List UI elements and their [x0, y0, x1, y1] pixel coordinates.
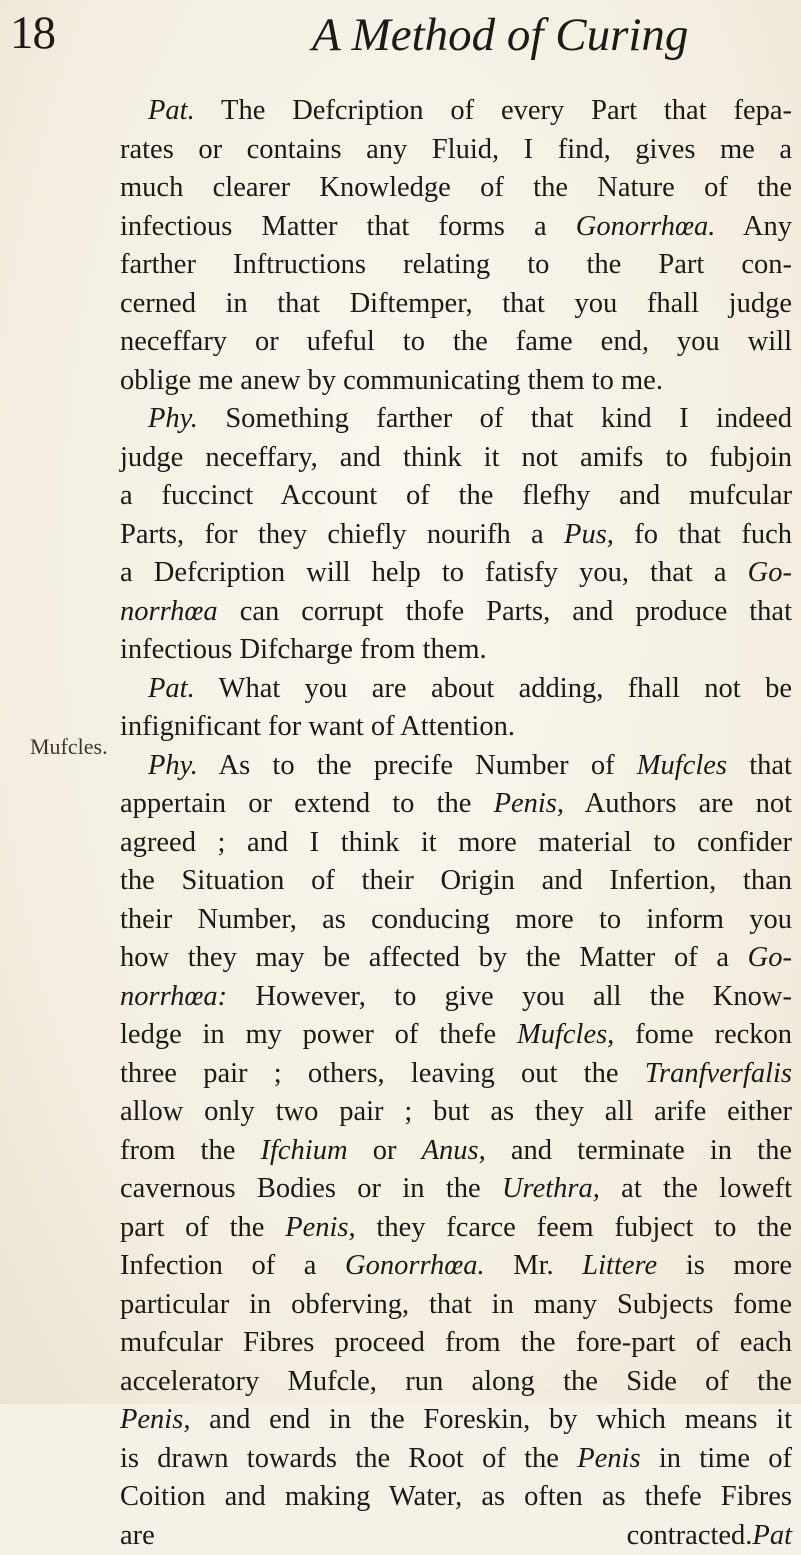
text-run: is drawn towards the Root of the — [120, 1443, 577, 1474]
italic-text: Gonorrhœa. — [576, 211, 716, 242]
text-run: three pair ; others, leaving out the — [120, 1058, 645, 1089]
text-line — [120, 862, 792, 901]
text-run: a Defcription will help to fatisfy you, that a — [120, 557, 748, 588]
italic-text: Penis, — [285, 1212, 355, 1243]
text-run: fome reckon — [614, 1019, 792, 1050]
text-line — [120, 1132, 792, 1171]
text-run: However, to give you all the Know- — [227, 981, 792, 1012]
text-run: and end in the Foreskin, by which means it — [190, 1404, 792, 1435]
running-title: A Method of Curing — [312, 12, 688, 59]
text-line — [120, 824, 792, 863]
text-run: oblige me anew by communicating them to me. — [120, 365, 663, 396]
text-line — [120, 169, 792, 208]
text-run: cavernous Bodies or in the — [120, 1173, 502, 1204]
text-run: Any — [715, 211, 792, 242]
text-run: and terminate in the — [486, 1135, 792, 1166]
text-line — [120, 670, 792, 709]
text-line — [120, 1209, 792, 1248]
italic-text: Littere — [582, 1250, 657, 1281]
text-line — [120, 1286, 792, 1325]
text-line — [120, 1401, 792, 1440]
italic-text: Mufcles — [637, 750, 727, 781]
text-line — [120, 631, 792, 670]
text-run: Authors are not — [564, 788, 792, 819]
text-line — [120, 1440, 792, 1479]
italic-text: Anus, — [422, 1135, 486, 1166]
text-run: that — [727, 750, 792, 781]
text-run: farther Inftructions relating to the Part con- — [120, 249, 792, 280]
text-run: The Defcription of every Part that fepa- — [195, 95, 792, 126]
text-line — [120, 246, 792, 285]
text-run: neceffary or ufeful to the fame end, you will — [120, 326, 792, 357]
italic-text: Penis, — [120, 1404, 190, 1435]
text-run: rates or contains any Fluid, I find, gives me a — [120, 134, 792, 165]
italic-text: Phy. — [148, 750, 198, 781]
text-line — [120, 747, 792, 786]
running-head — [0, 0, 801, 100]
text-line — [120, 516, 792, 555]
text-run: can corrupt thofe Parts, and produce that — [218, 596, 792, 627]
text-run: mufcular Fibres proceed from the fore-part of each — [120, 1327, 792, 1358]
text-line — [120, 1055, 792, 1094]
text-run: in time of — [641, 1443, 792, 1474]
text-run: their Number, as conducing more to inform you — [120, 904, 792, 935]
text-run: agreed ; and I think it more material to confider — [120, 827, 792, 858]
text-line — [120, 1324, 792, 1363]
text-line — [120, 978, 792, 1017]
body-text — [120, 92, 792, 1555]
text-run: infectious Matter that forms a — [120, 211, 576, 242]
text-run: cerned in that Diftemper, that you fhall judge — [120, 288, 792, 319]
text-line — [120, 92, 792, 131]
italic-text: Gonorrhœa. — [345, 1250, 485, 1281]
text-run: infectious Difcharge from them. — [120, 634, 487, 665]
text-run: a fuccinct Account of the flefhy and mufcular — [120, 480, 792, 511]
text-line — [120, 1247, 792, 1286]
text-line — [120, 593, 792, 632]
text-run: acceleratory Mufcle, run along the Side of the — [120, 1366, 792, 1397]
text-run: Parts, for they chiefly nourifh a — [120, 519, 564, 550]
text-run: ledge in my power of thefe — [120, 1019, 517, 1050]
italic-text: Go- — [748, 942, 792, 973]
text-line — [120, 554, 792, 593]
text-line — [120, 208, 792, 247]
text-run: fo that fuch — [614, 519, 792, 550]
text-run: from the — [120, 1135, 261, 1166]
italic-text: Go- — [748, 557, 792, 588]
text-run: are contracted. — [120, 1520, 752, 1551]
italic-text: Urethra, — [502, 1173, 600, 1204]
italic-text: Ifchium — [261, 1135, 348, 1166]
text-line — [120, 285, 792, 324]
text-run: is more — [657, 1250, 792, 1281]
text-line — [120, 785, 792, 824]
italic-text: norrhœa: — [120, 981, 227, 1012]
italic-text: Pat. — [148, 95, 195, 126]
text-line — [120, 1170, 792, 1209]
text-line — [120, 400, 792, 439]
text-run: Coition and making Water, as often as thefe Fibres — [120, 1481, 792, 1512]
text-run: at the loweft — [600, 1173, 792, 1204]
text-line — [120, 323, 792, 362]
text-run: part of the — [120, 1212, 285, 1243]
margin-note: Mufcles. — [30, 734, 108, 760]
text-line — [120, 1517, 792, 1555]
text-run: Mr. — [485, 1250, 583, 1281]
text-run: particular in obferving, that in many Subjects fome — [120, 1289, 792, 1320]
text-run: appertain or extend to the — [120, 788, 494, 819]
text-line — [120, 1093, 792, 1132]
text-run: how they may be affected by the Matter of a — [120, 942, 748, 973]
text-line — [120, 901, 792, 940]
text-run: Something farther of that kind I indeed — [198, 403, 792, 434]
text-line — [120, 362, 792, 401]
text-line — [120, 477, 792, 516]
italic-text: norrhœa — [120, 596, 218, 627]
text-run: judge neceffary, and think it not amifs to fubjoin — [120, 442, 792, 473]
text-run: What you are about adding, fhall not be — [195, 673, 792, 704]
text-run: allow only two pair ; but as they all arife either — [120, 1096, 792, 1127]
text-run: As to the precife Number of — [198, 750, 637, 781]
text-line — [120, 131, 792, 170]
italic-text: Penis — [577, 1443, 640, 1474]
text-run: much clearer Knowledge of the Nature of the — [120, 172, 792, 203]
text-line — [120, 1363, 792, 1402]
text-run: the Situation of their Origin and Infertion, than — [120, 865, 792, 896]
page-number: 18 — [10, 10, 55, 57]
text-line — [120, 708, 792, 747]
text-line — [120, 1016, 792, 1055]
text-run: Infection of a — [120, 1250, 345, 1281]
text-line — [120, 939, 792, 978]
text-run: or — [348, 1135, 422, 1166]
italic-text: Pat. — [148, 673, 195, 704]
italic-text: Phy. — [148, 403, 198, 434]
italic-text: Pus, — [564, 519, 614, 550]
italic-text: Pat — [752, 1520, 792, 1551]
text-run: infignificant for want of Attention. — [120, 711, 515, 742]
text-line — [120, 439, 792, 478]
italic-text: Mufcles, — [517, 1019, 614, 1050]
italic-text: Penis, — [494, 788, 564, 819]
text-line — [120, 1478, 792, 1517]
text-run: they fcarce feem fubject to the — [356, 1212, 792, 1243]
italic-text: Tranfverfalis — [645, 1058, 792, 1089]
